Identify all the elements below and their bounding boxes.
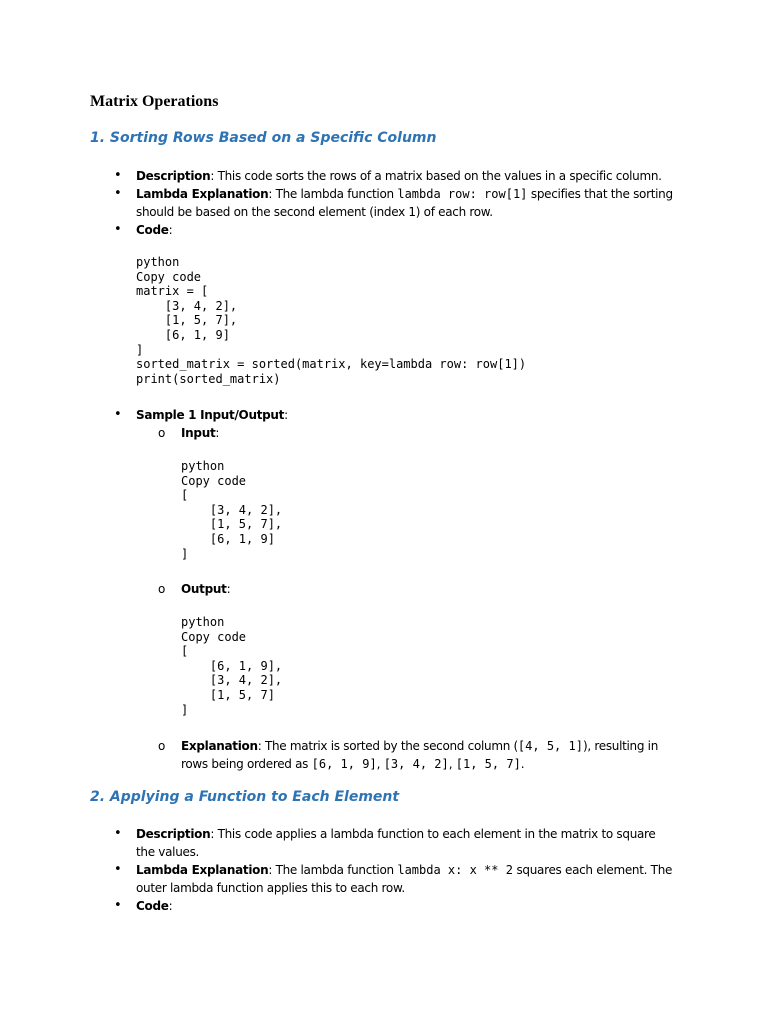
sub-bullet-explanation (158, 737, 681, 773)
sub-bullet-output (158, 580, 681, 598)
bullet-description (114, 167, 676, 185)
bullet-icon: • (114, 168, 122, 183)
lambda-post: specifies that the sorting should be based on the second element (index 1) of each row. (136, 187, 673, 219)
code-block-sort: python Copy code matrix = [ [3, 4, 2], [1, 5, 7], [6, 1, 9] ] sorted_matrix = sorted(matrix, key=lambda row: row[1]) print(sorted_matrix) (136, 255, 527, 386)
explanation-row-2: [3, 4, 2] (383, 757, 449, 771)
sub-bullet-input (158, 424, 681, 442)
sub-bullet-icon: o (158, 426, 166, 440)
lambda-label: Lambda Explanation (136, 863, 269, 877)
lambda-code: lambda row: row[1] (397, 187, 528, 201)
page-title: Matrix Operations (90, 93, 219, 110)
code-label: Code (136, 899, 169, 913)
code-block-input: python Copy code [ [3, 4, 2], [1, 5, 7], [6, 1, 9] ] (181, 459, 283, 561)
sub-bullet-icon: o (158, 739, 166, 753)
bullet-description-2 (114, 825, 676, 861)
explanation-end: . (520, 757, 525, 771)
lambda-label: Lambda Explanation (136, 187, 269, 201)
explanation-column: [4, 5, 1] (517, 739, 583, 753)
output-colon: : (226, 582, 231, 596)
bullet-lambda-explanation (114, 185, 676, 221)
section-2-heading: 2. Applying a Function to Each Element (90, 789, 400, 805)
code-colon: : (168, 223, 173, 237)
bullet-code-2 (114, 897, 676, 915)
bullet-icon: • (114, 407, 122, 422)
bullet-icon: • (114, 862, 122, 877)
sample-colon: : (284, 408, 288, 422)
explanation-row-1: [6, 1, 9] (311, 757, 377, 771)
output-label: Output (181, 582, 227, 596)
input-label: Input (181, 426, 216, 440)
lambda-pre: : The lambda function (268, 863, 398, 877)
bullet-icon: • (114, 222, 122, 237)
explanation-pre: : The matrix is sorted by the second column ( (257, 739, 518, 753)
sep: , (376, 757, 384, 771)
lambda-post: squares each element. The outer lambda function applies this to each row. (136, 863, 673, 895)
description-label: Description (136, 169, 211, 183)
lambda-code: lambda x: x ** 2 (397, 863, 513, 877)
code-block-output: python Copy code [ [6, 1, 9], [3, 4, 2], [1, 5, 7] ] (181, 615, 283, 717)
bullet-sample-io (114, 406, 676, 424)
bullet-icon: • (114, 826, 122, 841)
explanation-row-3: [1, 5, 7] (455, 757, 521, 771)
sub-bullet-icon: o (158, 582, 166, 596)
sample-label: Sample 1 Input/Output (136, 408, 285, 422)
lambda-pre: : The lambda function (268, 187, 398, 201)
explanation-mid: ), resulting in rows being ordered as (181, 739, 659, 771)
input-colon: : (215, 426, 220, 440)
description-text: : This code sorts the rows of a matrix based on the values in a specific column. (210, 169, 662, 183)
code-label: Code (136, 223, 169, 237)
bullet-lambda-explanation-2 (114, 861, 676, 897)
bullet-icon: • (114, 898, 122, 913)
code-colon: : (168, 899, 173, 913)
bullet-icon: • (114, 186, 122, 201)
explanation-label: Explanation (181, 739, 258, 753)
description-text: : This code applies a lambda function to each element in the matrix to square the values. (136, 827, 656, 859)
bullet-code (114, 221, 676, 239)
section-1-heading: 1. Sorting Rows Based on a Specific Column (90, 130, 437, 146)
sep: , (448, 757, 456, 771)
description-label: Description (136, 827, 211, 841)
